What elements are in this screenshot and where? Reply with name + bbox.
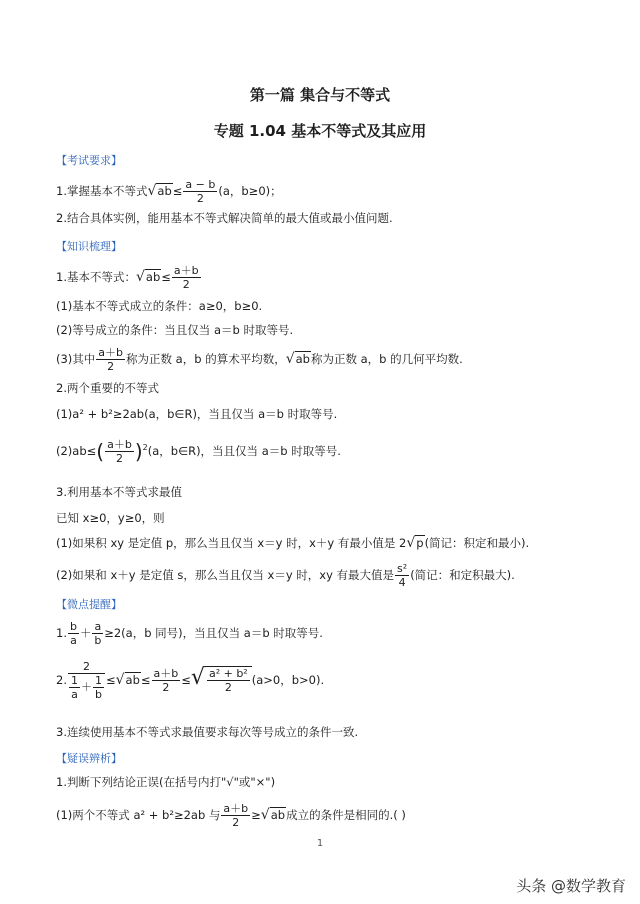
section-heading-knowledge: 【知识梳理】 bbox=[56, 240, 122, 253]
knowledge-3-given: 已知 x≥0，y≥0，则 bbox=[56, 511, 165, 525]
fraction: $\frac{\text{s²}}{4}$ bbox=[397, 562, 408, 589]
knowledge-3-2: (2)如果和 x＋y 是定值 s，那么当且仅当 x＝y 时，xy 有最大值是 $\frac{\text{s²}}{4}$ (简记：和定积最大). bbox=[56, 562, 515, 589]
requirement-2: 2.结合具体实例，能用基本不等式解决简单的最大值或最小值问题. bbox=[56, 211, 393, 225]
knowledge-1-3: (3)其中 $\frac{a+b}{2}$ 称为正数 a，b 的算术平均数，√ab称为正数 a，b 的几何平均数. bbox=[56, 346, 463, 373]
question-1-1: (1)两个不等式 a² + b²≥2ab 与 $\frac{a+b}{2}$ ≥√ab成立的条件是相同的.( ) bbox=[56, 802, 406, 829]
section-heading-misconceptions: 【疑误辨析】 bbox=[56, 752, 122, 765]
knowledge-1-1: (1)基本不等式成立的条件：a≥0，b≥0. bbox=[56, 299, 263, 313]
section-heading-exam-requirements: 【考试要求】 bbox=[56, 154, 122, 167]
knowledge-1: 1.基本不等式：√ab≤ $\frac{a+b}{2}$ bbox=[56, 264, 199, 291]
fraction: $\frac{b}{a}$ bbox=[69, 620, 77, 647]
chapter-title: 第一篇 集合与不等式 bbox=[249, 86, 391, 104]
fraction: $\frac{a+b}{2}$ bbox=[98, 346, 124, 373]
requirement-1: 1.掌握基本不等式√ab≤ $\frac{a - b}{2}$ (a，b≥0)； bbox=[56, 178, 282, 205]
fraction: 2 $\frac{1}{a}$ ＋ $\frac{1}{b}$ bbox=[68, 660, 105, 701]
fraction: $\frac{a+b}{2}$ bbox=[153, 667, 179, 694]
knowledge-2-2: (2)ab≤( $\frac{a+b}{2}$ )$^2$(a，b∈R)，当且仅当 a＝b 时取等号. bbox=[56, 438, 341, 465]
question-1: 1.判断下列结论正误(在括号内打"√"或"×") bbox=[56, 775, 276, 789]
fraction: $\frac{\text{a² + b²}}{2}$ bbox=[208, 667, 248, 694]
topic-title: 专题 1.04 基本不等式及其应用 bbox=[213, 122, 427, 140]
fraction: $\frac{a+b}{2}$ bbox=[107, 438, 132, 465]
knowledge-3-1: (1)如果积 xy 是定值 p，那么当且仅当 x＝y 时，x＋y 有最小值是 2√p(简记：积定和最小). bbox=[56, 535, 530, 551]
fraction: $\frac{a+b}{2}$ bbox=[223, 802, 249, 829]
knowledge-3: 3.利用基本不等式求最值 bbox=[56, 485, 182, 499]
watermark: 头条 @数学教育 bbox=[516, 877, 626, 895]
fraction: $\frac{a}{b}$ bbox=[94, 620, 102, 647]
section-heading-tips: 【微点提醒】 bbox=[56, 598, 122, 611]
page-number: 1 bbox=[316, 838, 324, 849]
tip-2: 2. 2 $\frac{1}{a}$ ＋ $\frac{1}{b}$ ≤√ab≤ $\frac{a+b}{2}$ ≤√ $\frac{\text{a² + b²}}{2}$ (a>0，b>0). bbox=[56, 660, 325, 701]
fraction: $\frac{a - b}{2}$ bbox=[185, 178, 216, 205]
knowledge-2: 2.两个重要的不等式 bbox=[56, 381, 159, 395]
knowledge-2-1: (1)a² + b²≥2ab(a，b∈R)，当且仅当 a＝b 时取等号. bbox=[56, 407, 338, 421]
knowledge-1-2: (2)等号成立的条件：当且仅当 a＝b 时取等号. bbox=[56, 323, 294, 337]
tip-3: 3.连续使用基本不等式求最值要求每次等号成立的条件一致. bbox=[56, 725, 359, 739]
fraction: $\frac{a+b}{2}$ bbox=[173, 264, 199, 291]
tip-1: 1. $\frac{b}{a}$ ＋ $\frac{a}{b}$ ≥2(a，b 同号)，当且仅当 a＝b 时取等号. bbox=[56, 620, 323, 647]
